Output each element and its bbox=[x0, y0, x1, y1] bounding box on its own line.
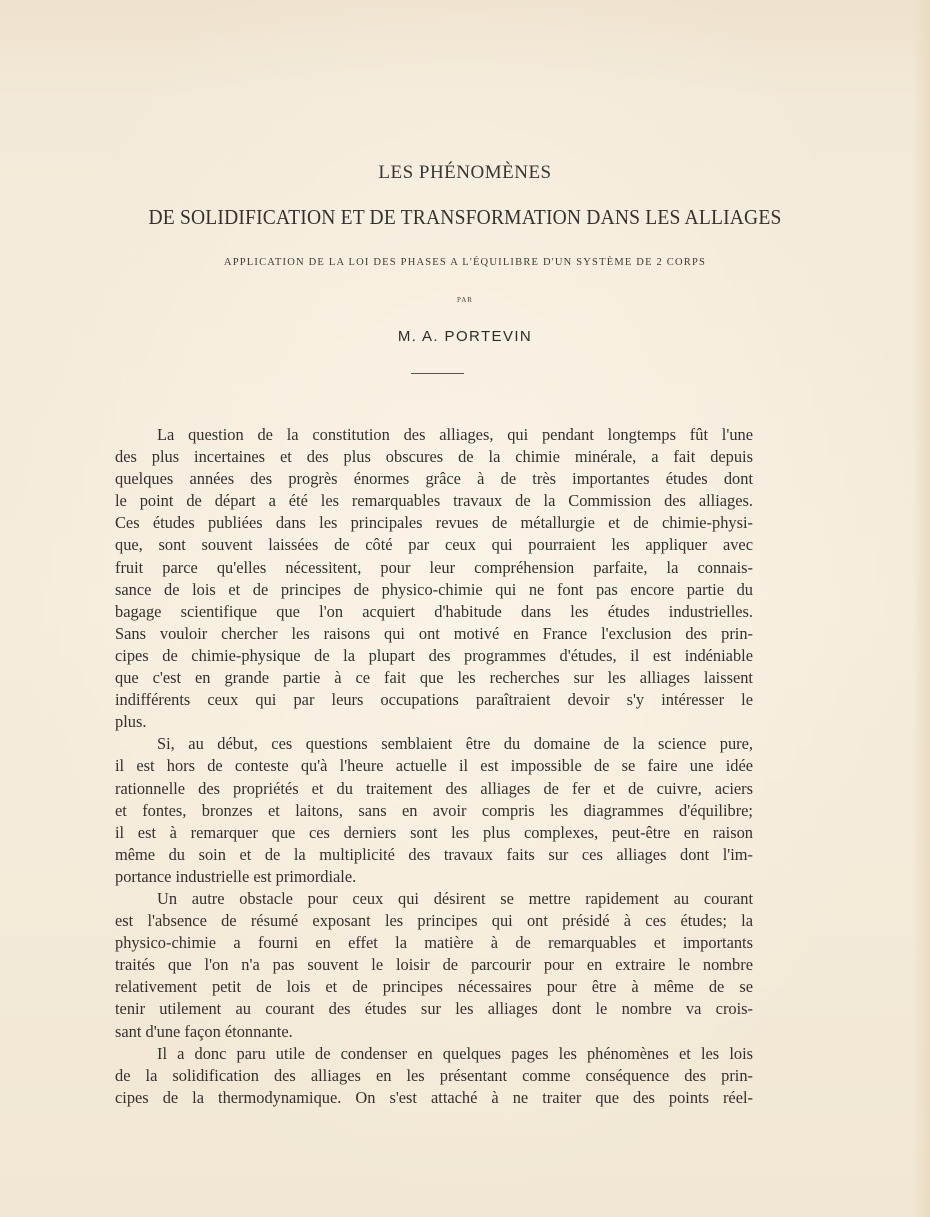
author-name: M. A. PORTEVIN bbox=[397, 328, 533, 345]
body-line: rationnelle des propriétés et du traitement des alliages de fer et de cuivre, aciers bbox=[115, 778, 753, 798]
body-line: de la solidification des alliages en les présentant comme conséquence des prin- bbox=[115, 1065, 753, 1085]
body-line: cipes de la thermodynamique. On s'est attaché à ne traiter que des points réel- bbox=[115, 1087, 753, 1107]
body-line: cipes de chimie-physique de la plupart des programmes d'études, il est indéniable bbox=[115, 645, 753, 665]
body-line: fruit parce qu'elles nécessitent, pour leur compréhension parfaite, la connais- bbox=[115, 557, 753, 577]
body-line: La question de la constitution des alliages, qui pendant longtemps fût l'une bbox=[157, 425, 753, 444]
body-line: le point de départ a été les remarquables travaux de la Commission des alliages. bbox=[115, 491, 753, 511]
body-line: traités que l'on n'a pas souvent le loisir de parcourir pour en extraire le nombre bbox=[115, 955, 753, 975]
body-line: physico-chimie a fourni en effet la matière à de remarquables et importants bbox=[115, 933, 753, 953]
body-line: que, sont souvent laissées de côté par ceux qui pourraient les appliquer avec bbox=[115, 535, 753, 555]
body-line: sance de lois et de principes de physico-chimie qui ne font pas encore partie du bbox=[115, 579, 753, 599]
subtitle: APPLICATION DE LA LOI DES PHASES A L'ÉQUILIBRE D'UN SYSTÈME DE 2 CORPS bbox=[223, 257, 707, 268]
body-line: quelques années des progrès énormes grâce à de très importantes études dont bbox=[115, 469, 753, 489]
byline-par: PAR bbox=[457, 296, 473, 304]
body-line: est l'absence de résumé exposant les principes qui ont présidé à ces études; la bbox=[115, 911, 753, 931]
body-line: bagage scientifique que l'on acquiert d'habitude dans les études industrielles. bbox=[115, 601, 753, 621]
body-line: il est à remarquer que ces derniers sont les plus complexes, peut-être en raison bbox=[115, 822, 753, 842]
body-line: Il a donc paru utile de condenser en quelques pages les phénomènes et les lois bbox=[157, 1043, 753, 1063]
title-divider-rule bbox=[411, 373, 464, 374]
body-line: et fontes, bronzes et laitons, sans en avoir compris les diagrammes d'équilibre; bbox=[115, 800, 753, 820]
title-line-1: LES PHÉNOMÈNES bbox=[378, 162, 552, 183]
title-line-2: DE SOLIDIFICATION ET DE TRANSFORMATION DANS LES ALLIAGES bbox=[148, 205, 782, 229]
body-line: portance industrielle est primordiale. bbox=[115, 866, 357, 886]
body-line: tenir utilement au courant des études sur les alliages dont le nombre va crois- bbox=[115, 999, 753, 1019]
body-line: Sans vouloir chercher les raisons qui ont motivé en France l'exclusion des prin- bbox=[115, 623, 753, 643]
body-line: même du soin et de la multiplicité des travaux faits sur ces alliages dont l'im- bbox=[115, 844, 753, 864]
body-line: Si, au début, ces questions semblaient être du domaine de la science pure, bbox=[157, 734, 753, 754]
body-line: Ces études publiées dans les principales revues de métallurgie et de chimie-physi- bbox=[115, 513, 753, 533]
body-line: plus. bbox=[115, 712, 147, 732]
body-line: Un autre obstacle pour ceux qui désirent se mettre rapidement au courant bbox=[157, 888, 753, 908]
body-line: il est hors de conteste qu'à l'heure actuelle il est impossible de se faire une idée bbox=[115, 756, 753, 776]
body-line: indifférents ceux qui par leurs occupations paraîtraient devoir s'y intéresser le bbox=[115, 690, 753, 710]
body-line: sant d'une façon étonnante. bbox=[115, 1021, 293, 1041]
body-line: que c'est en grande partie à ce fait que les recherches sur les alliages laissent bbox=[115, 668, 753, 688]
body-line: des plus incertaines et des plus obscures de la chimie minérale, a fait depuis bbox=[115, 447, 753, 467]
body-line: relativement petit de lois et de principes nécessaires pour être à même de se bbox=[115, 977, 753, 997]
body-text bbox=[115, 424, 753, 1109]
